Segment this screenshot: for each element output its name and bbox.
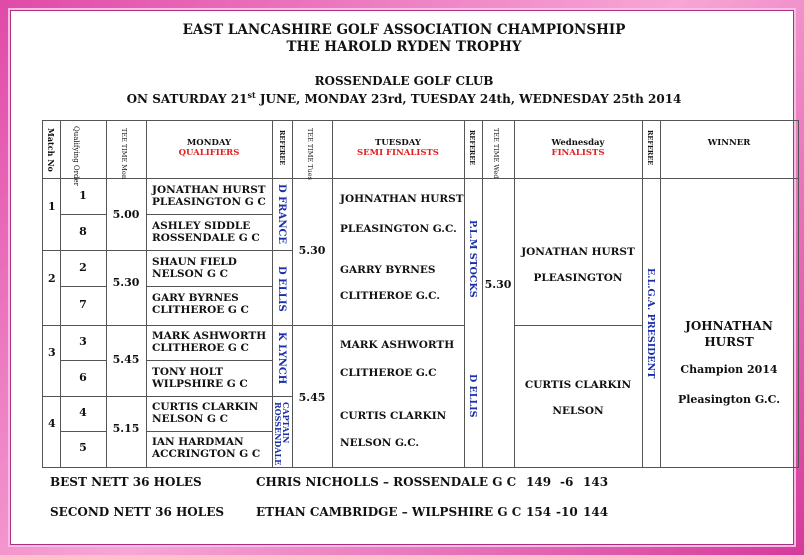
match-number: 2 [48, 272, 56, 285]
document-frame [8, 8, 796, 547]
header-tuesday: TUESDAY SEMI FINALISTS [357, 138, 439, 158]
finalist-name: JONATHAN HURST [521, 246, 635, 258]
finalist-club: PLEASINGTON [533, 272, 623, 284]
tee-time-monday: 5.45 [112, 353, 140, 366]
dates-title: ON SATURDAY 21st JUNE, MONDAY 23rd, TUESDAY 24th, WEDNESDAY 25th 2014 [126, 90, 682, 106]
finalist-name: CURTIS CLARKIN [524, 379, 632, 391]
match-number: 1 [48, 200, 56, 213]
referee-match-2: D ELLIS [276, 266, 287, 312]
semi-finalist-club: CLITHEROE G.C [340, 367, 437, 379]
winner-title: Champion 2014 [680, 363, 778, 376]
qualifier-entry: ASHLEY SIDDLE ROSSENDALE G C [152, 220, 260, 244]
match-number: 4 [48, 417, 56, 430]
semi-finalist-club: PLEASINGTON G.C. [340, 223, 457, 235]
header-tee-time-tues: TEE TIME Tues [306, 128, 314, 180]
tee-time-monday: 5.30 [112, 276, 140, 289]
referee-final: E.L.G.A. PRESIDENT [645, 268, 656, 379]
semi-finalist-club: NELSON G.C. [340, 437, 420, 449]
tee-time-tuesday: 5.45 [298, 391, 326, 404]
qualifying-order: 6 [79, 371, 87, 384]
qualifier-entry: JONATHAN HURST PLEASINGTON G C [152, 184, 266, 208]
header-winner: WINNER [707, 138, 751, 148]
second-nett-score: 144 [583, 505, 609, 519]
header-wednesday: Wednesday FINALISTS [551, 138, 605, 158]
header-monday: MONDAY QUALIFIERS [178, 138, 240, 158]
main-title: EAST LANCASHIRE GOLF ASSOCIATION CHAMPIONSHIP [182, 22, 626, 38]
semi-finalist-name: CURTIS CLARKIN [340, 410, 447, 422]
header-match-no: Match No [46, 128, 56, 172]
referee-semi-1: P.L.M STOCKS [467, 220, 478, 298]
semi-finalist-name: GARRY BYRNES [340, 264, 436, 276]
match-number: 3 [48, 346, 56, 359]
second-nett-label: SECOND NETT 36 HOLES [50, 505, 225, 519]
qualifying-order: 2 [79, 261, 87, 274]
qualifying-order: 5 [79, 441, 87, 454]
tee-time-tuesday: 5.30 [298, 244, 326, 257]
tee-time-wednesday: 5.30 [484, 278, 512, 291]
semi-finalist-name: MARK ASHWORTH [340, 339, 455, 351]
semi-finalist-club: CLITHEROE G.C. [340, 290, 440, 302]
best-nett-handicap: -6 [560, 475, 574, 489]
draw-table [42, 120, 800, 467]
qualifier-entry: IAN HARDMAN ACCRINGTON G C [152, 436, 261, 460]
qualifying-order: 7 [79, 298, 87, 311]
second-nett-gross: 154 [526, 505, 552, 519]
qualifying-order: 8 [79, 225, 87, 238]
referee-semi-2: D ELLIS [467, 374, 478, 418]
header-tee-time-mon: TEE TIME Mon [120, 128, 128, 180]
header-referee-2: REFEREE [468, 130, 476, 166]
best-nett-player: CHRIS NICHOLLS – ROSSENDALE G C [256, 475, 517, 489]
referee-match-4: CAPTAIN ROSSENDALE [273, 402, 291, 466]
best-nett-gross: 149 [526, 475, 552, 489]
header-qualifying-order: Qualifying Order [72, 126, 80, 186]
referee-match-1: D FRANCE [276, 184, 287, 245]
trophy-title: THE HAROLD RYDEN TROPHY [286, 39, 522, 55]
qualifying-order: 4 [79, 406, 87, 419]
qualifying-order: 1 [79, 189, 87, 202]
header-referee-1: REFEREE [278, 130, 286, 166]
second-nett-handicap: -10 [556, 505, 578, 519]
finalist-club: NELSON [552, 405, 604, 417]
semi-finalist-name: JOHNATHAN HURST [340, 193, 464, 205]
tee-time-monday: 5.15 [112, 422, 140, 435]
header-referee-3: REFEREE [646, 130, 654, 166]
second-nett-player: ETHAN CAMBRIDGE – WILPSHIRE G C [256, 505, 522, 519]
qualifying-order: 3 [79, 335, 87, 348]
qualifier-entry: SHAUN FIELD NELSON G C [152, 256, 237, 280]
qualifier-entry: CURTIS CLARKIN NELSON G C [152, 401, 259, 425]
best-nett-score: 143 [583, 475, 609, 489]
winner-club: Pleasington G.C. [677, 393, 781, 406]
qualifier-entry: GARY BYRNES CLITHEROE G C [152, 292, 249, 316]
best-nett-label: BEST NETT 36 HOLES [50, 475, 202, 489]
winner-name: JOHNATHAN HURST [685, 319, 773, 349]
qualifier-entry: TONY HOLT WILPSHIRE G C [152, 366, 248, 390]
header-tee-time-wed: TEE TIME Wed [492, 128, 500, 179]
qualifier-entry: MARK ASHWORTH CLITHEROE G C [152, 330, 267, 354]
tee-time-monday: 5.00 [112, 208, 140, 221]
venue-title: ROSSENDALE GOLF CLUB [314, 74, 494, 88]
referee-match-3: K LYNCH [276, 332, 287, 385]
